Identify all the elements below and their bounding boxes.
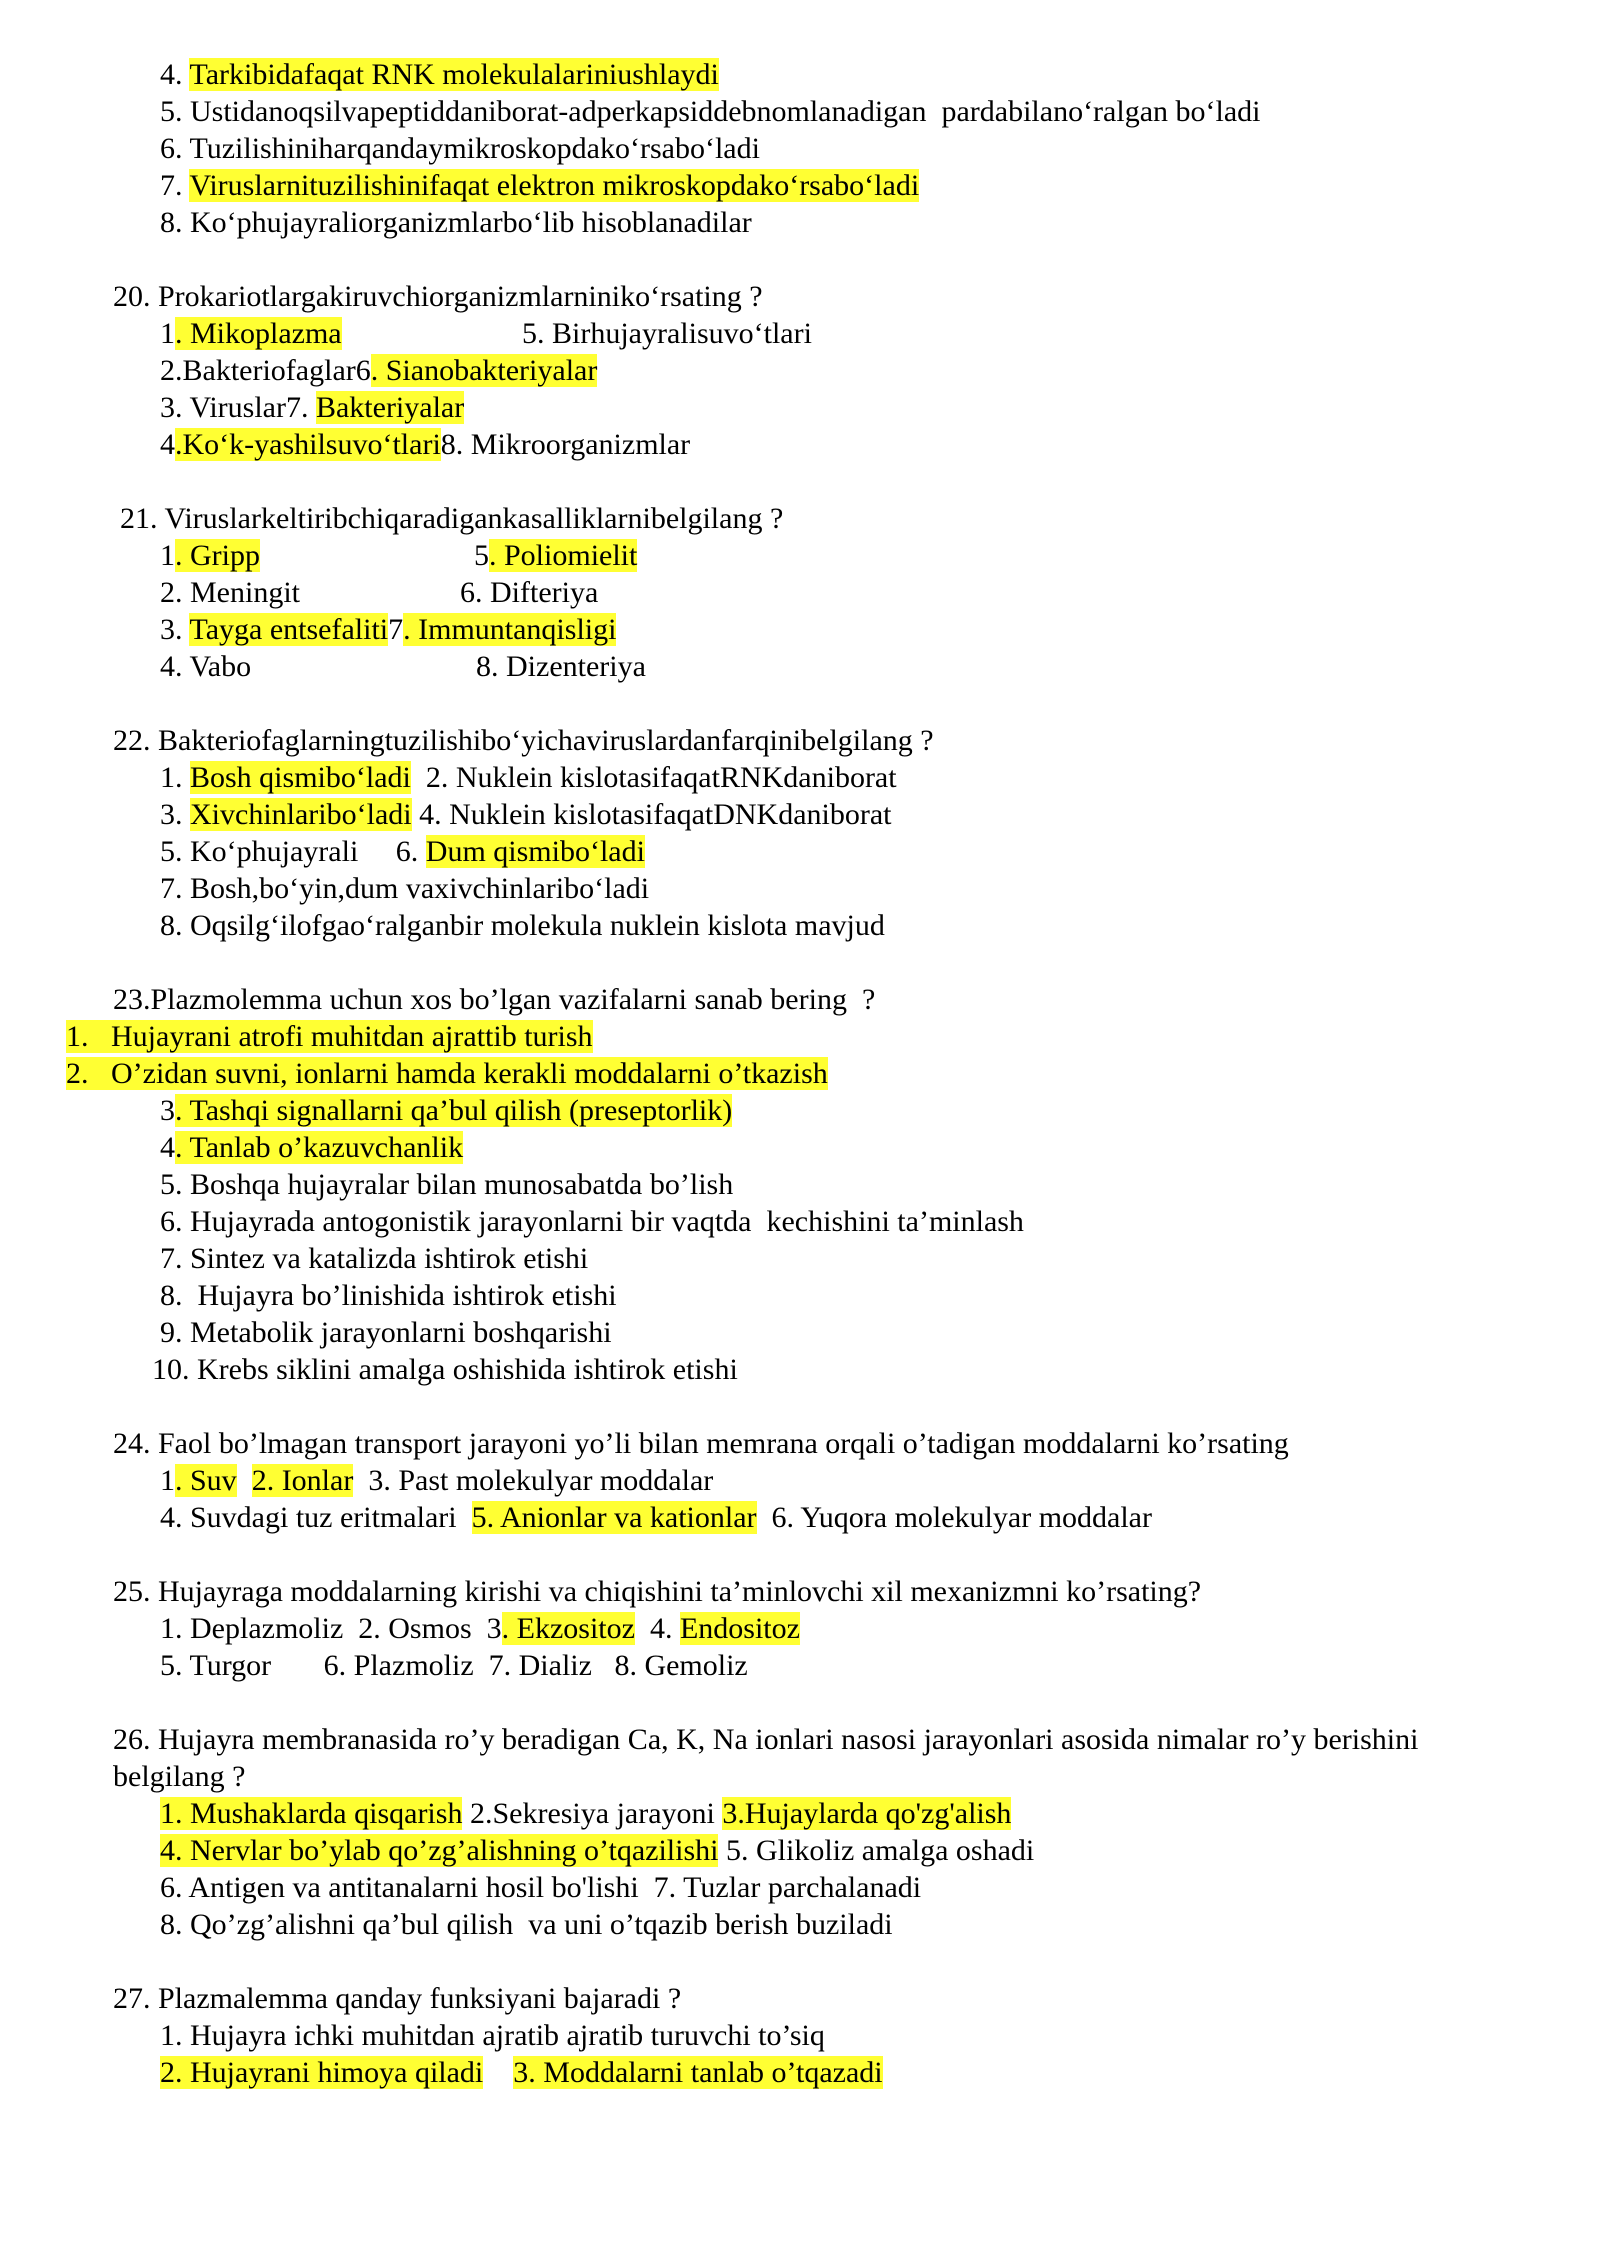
text-segment: belgilang ? [113, 1760, 246, 1793]
text-line [160, 1795, 1011, 1832]
text-line [160, 1277, 617, 1314]
text-line [113, 1980, 681, 2017]
text-line [460, 574, 598, 611]
text-line [160, 537, 260, 574]
highlighted-text: 1. Mushaklarda qisqarish [160, 1797, 463, 1830]
text-segment: 1. Hujayra ichki muhitdan ajratib ajratib turuvchi to’siq [160, 2019, 825, 2052]
text-segment: 3 [160, 1094, 175, 1127]
highlighted-text: . Ekzositoz [501, 1612, 635, 1645]
highlighted-text: Tayga entsefaliti [189, 613, 389, 646]
text-segment: 1 [160, 539, 175, 572]
text-segment: 8. Hujayra bo’linishida ishtirok etishi [160, 1279, 617, 1312]
text-line [160, 870, 649, 907]
text-line [160, 1240, 588, 1277]
text-segment: 4. [160, 58, 190, 91]
text-line [113, 1573, 1201, 1610]
text-line [160, 1092, 732, 1129]
text-line [66, 1055, 828, 1092]
text-line [160, 389, 464, 426]
text-segment: 4 [160, 1131, 175, 1164]
text-line [160, 759, 897, 796]
highlighted-text: 1. Hujayrani atrofi muhitdan ajrattib turish [66, 1020, 593, 1053]
highlighted-text: Viruslarnituzilishinifaqat elektron mikroskopdakoʻrsaboʻladi [189, 169, 920, 202]
text-segment: 6. Yuqora molekulyar moddalar [756, 1501, 1152, 1534]
text-line [160, 1462, 713, 1499]
highlighted-text: . Tashqi signallarni qa’bul qilish (preseptorlik) [175, 1094, 733, 1127]
text-segment: 5. Birhujayralisuvoʻtlari [522, 317, 812, 350]
highlighted-text: . Immuntanqisligi [403, 613, 617, 646]
highlighted-text: Bosh qismiboʻladi [190, 761, 411, 794]
text-line [152, 1351, 738, 1388]
text-line [160, 167, 919, 204]
highlighted-text: Endositoz [679, 1612, 800, 1645]
text-segment: 3. [160, 613, 190, 646]
text-line [113, 278, 763, 315]
text-segment: 4. Nuklein kislotasifaqatDNKdaniborat [411, 798, 892, 831]
highlighted-text: . Poliomielit [489, 539, 638, 572]
text-line [160, 796, 892, 833]
text-segment: 4. [634, 1612, 680, 1645]
highlighted-text: . Suv [175, 1464, 237, 1497]
text-segment: 5. Boshqa hujayralar bilan munosabatda bo’lish [160, 1168, 734, 1201]
text-segment: 2.Sekresiya jarayoni [462, 1797, 723, 1830]
text-segment: 5. Turgor 6. Plazmoliz 7. Dializ 8. Gemoliz [160, 1649, 748, 1682]
text-line [160, 315, 342, 352]
text-segment: 6. Tuzilishiniharqandaymikroskopdakoʻrsaboʻladi [160, 132, 760, 165]
text-line [160, 2054, 883, 2091]
text-segment: 3. [160, 798, 190, 831]
highlighted-text: Xivchinlariboʻladi [190, 798, 412, 831]
text-segment: 7. Sintez va katalizda ishtirok etishi [160, 1242, 589, 1275]
highlighted-text: Bakteriyalar [315, 391, 465, 424]
text-segment: 2. Meningit [160, 576, 300, 609]
text-line [113, 1721, 1418, 1758]
highlighted-text: . Gripp [175, 539, 260, 572]
text-segment: 1. [160, 761, 190, 794]
text-line [66, 1018, 593, 1055]
text-segment [483, 2056, 513, 2089]
text-segment: 1 [160, 317, 175, 350]
text-line [160, 1129, 463, 1166]
text-line [160, 56, 719, 93]
text-segment: 1 [160, 1464, 175, 1497]
text-segment: 5. Ustidanoqsilvapeptiddaniborat-adperkapsiddebnomlanadigan pardabilanoʻralgan boʻladi [160, 95, 1261, 128]
highlighted-text: 4. Nervlar bo’ylab qo’zg’alishning o’tqazilishi [160, 1834, 719, 1867]
text-line [160, 130, 760, 167]
text-segment: 24. Faol bo’lmagan transport jarayoni yo’li bilan memrana orqali o’tadigan moddalarni ko’rsating [113, 1427, 1289, 1460]
text-segment: 10. Krebs siklini amalga oshishida ishtirok etishi [152, 1353, 738, 1386]
text-line [160, 574, 300, 611]
text-segment: 8. Dizenteriya [476, 650, 646, 683]
text-line [160, 1906, 893, 1943]
text-segment: 26. Hujayra membranasida ro’y beradigan Ca, K, Na ionlari nasosi jarayonlari asosida nimalar ro’y berishini [113, 1723, 1419, 1756]
text-segment: 2. Nuklein kislotasifaqatRNKdaniborat [410, 761, 897, 794]
text-line [113, 981, 875, 1018]
text-line [160, 204, 752, 241]
highlighted-text: . Sianobakteriyalar [370, 354, 598, 387]
text-segment: 7. [160, 169, 190, 202]
text-line [522, 315, 812, 352]
text-segment: 27. Plazmalemma qanday funksiyani bajaradi ? [113, 1982, 682, 2015]
text-segment: 8. Qo’zg’alishni qa’bul qilish va uni o’tqazib berish buziladi [160, 1908, 893, 1941]
text-segment: 5. Koʻphujayrali 6. [160, 835, 426, 868]
text-segment: 9. Metabolik jarayonlarni boshqarishi [160, 1316, 612, 1349]
text-segment: 23.Plazmolemma uchun xos bo’lgan vazifalarni sanab bering ? [113, 983, 876, 1016]
text-segment: 7 [388, 613, 404, 646]
text-segment: 8. Koʻphujayraliorganizmlarboʻlib hisoblanadilar [160, 206, 752, 239]
text-segment: 6. Antigen va antitanalarni hosil bo'lishi 7. Tuzlar parchalanadi [160, 1871, 922, 1904]
text-line [160, 352, 597, 389]
highlighted-text: 5. Anionlar va kationlar [471, 1501, 757, 1534]
text-segment: 3. Viruslar7. [160, 391, 316, 424]
text-segment: 8. Oqsilgʻilofgaoʻralganbir molekula nuklein kislota mavjud [160, 909, 885, 942]
text-line [120, 500, 783, 537]
highlighted-text: Tarkibidafaqat RNK molekulalariniushlaydi [189, 58, 719, 91]
text-line [474, 537, 637, 574]
text-line [113, 722, 934, 759]
text-line [476, 648, 646, 685]
text-segment: 22. Bakteriofaglarningtuzilishiboʻyichaviruslardanfarqinibelgilang ? [113, 724, 934, 757]
text-segment: 1. Deplazmoliz 2. Osmos 3 [160, 1612, 502, 1645]
text-segment: 7. Bosh,boʻyin,dum vaxivchinlariboʻladi [160, 872, 650, 905]
highlighted-text: Dum qismiboʻladi [425, 835, 645, 868]
highlighted-text: 2. O’zidan suvni, ionlarni hamda kerakli moddalarni o’tkazish [66, 1057, 828, 1090]
text-line [160, 1166, 733, 1203]
text-segment: 6. Difteriya [460, 576, 599, 609]
highlighted-text: 3. Moddalarni tanlab o’tqazadi [513, 2056, 883, 2089]
text-segment: 2.Bakteriofaglar6 [160, 354, 371, 387]
text-line [160, 2017, 825, 2054]
text-segment: 20. Prokariotlargakiruvchiorganizmlarniniko‘rsating ? [113, 280, 763, 313]
text-segment: 8. Mikroorganizmlar [440, 428, 691, 461]
highlighted-text: . Mikoplazma [175, 317, 342, 350]
text-line [160, 648, 251, 685]
text-segment: 21. Viruslarkeltiribchiqaradigankasalliklarnibelgilang ? [120, 502, 784, 535]
text-line [113, 1758, 245, 1795]
text-line [160, 1314, 612, 1351]
text-segment: 25. Hujayraga moddalarning kirishi va chiqishini ta’minlovchi xil mexanizmni ko’rsating? [113, 1575, 1202, 1608]
text-line [160, 1610, 800, 1647]
text-segment: 5 [474, 539, 489, 572]
text-segment: 4. Vabo [160, 650, 252, 683]
text-segment [237, 1464, 252, 1497]
text-line [160, 907, 885, 944]
text-line [160, 1869, 921, 1906]
text-line [160, 1832, 1034, 1869]
text-segment: 6. Hujayrada antogonistik jarayonlarni bir vaqtda kechishini ta’minlash [160, 1205, 1024, 1238]
text-segment: 4. Suvdagi tuz eritmalari [160, 1501, 472, 1534]
text-line [113, 1425, 1289, 1462]
text-segment: 3. Past molekulyar moddalar [353, 1464, 714, 1497]
text-line [160, 611, 616, 648]
highlighted-text: 2. Hujayrani himoya qiladi [160, 2056, 484, 2089]
text-line [160, 1647, 748, 1684]
text-line [160, 93, 1261, 130]
text-segment: 5. Glikoliz amalga oshadi [718, 1834, 1035, 1867]
text-line [160, 833, 645, 870]
highlighted-text: 3.Hujaylarda qo'zg'alish [722, 1797, 1012, 1830]
text-segment: 4 [160, 428, 175, 461]
text-line [160, 426, 690, 463]
text-line [160, 1203, 1024, 1240]
text-line [160, 1499, 1152, 1536]
highlighted-text: 2. Ionlar [251, 1464, 354, 1497]
highlighted-text: .Koʻk-yashilsuvoʻtlari [175, 428, 441, 461]
highlighted-text: . Tanlab o’kazuvchanlik [175, 1131, 464, 1164]
